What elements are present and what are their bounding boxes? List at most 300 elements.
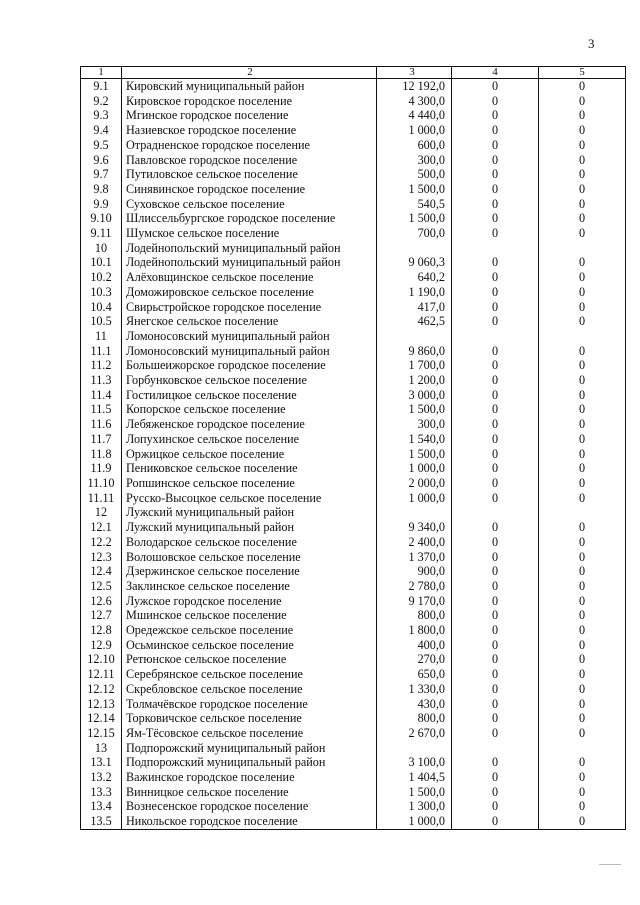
row-col5 xyxy=(539,329,626,344)
row-amount: 1 200,0 xyxy=(377,373,452,388)
row-amount: 9 860,0 xyxy=(377,344,452,359)
row-name: Лужский муниципальный район xyxy=(122,520,377,535)
row-amount: 9 340,0 xyxy=(377,520,452,535)
table-row xyxy=(81,608,626,623)
table-row xyxy=(81,388,626,403)
row-amount: 1 190,0 xyxy=(377,285,452,300)
row-col5: 0 xyxy=(539,770,626,785)
row-number: 13 xyxy=(81,741,122,756)
row-number: 12.12 xyxy=(81,682,122,697)
table-row xyxy=(81,432,626,447)
row-col5: 0 xyxy=(539,358,626,373)
row-name: Мгинское городское поселение xyxy=(122,108,377,123)
table-row xyxy=(81,594,626,609)
row-col4: 0 xyxy=(452,270,539,285)
row-name: Подпорожский муниципальный район xyxy=(122,741,377,756)
row-col4: 0 xyxy=(452,711,539,726)
row-col5 xyxy=(539,741,626,756)
row-amount xyxy=(377,741,452,756)
header-col-4: 4 xyxy=(452,67,539,79)
row-name: Русско-Высоцкое сельское поселение xyxy=(122,491,377,506)
row-col4: 0 xyxy=(452,167,539,182)
allocation-table xyxy=(80,66,626,830)
table-row xyxy=(81,241,626,256)
row-name: Вознесенское городское поселение xyxy=(122,799,377,814)
table-row xyxy=(81,711,626,726)
row-col5: 0 xyxy=(539,123,626,138)
row-col5: 0 xyxy=(539,182,626,197)
row-col5: 0 xyxy=(539,211,626,226)
row-name: Пениковское сельское поселение xyxy=(122,461,377,476)
row-col5: 0 xyxy=(539,535,626,550)
table-row xyxy=(81,226,626,241)
row-amount xyxy=(377,329,452,344)
row-col4: 0 xyxy=(452,770,539,785)
row-name: Большеижорское городское поселение xyxy=(122,358,377,373)
row-amount: 3 000,0 xyxy=(377,388,452,403)
row-name: Оржицкое сельское поселение xyxy=(122,447,377,462)
table-row xyxy=(81,329,626,344)
row-number: 11.9 xyxy=(81,461,122,476)
row-name: Янегское сельское поселение xyxy=(122,314,377,329)
row-name: Ропшинское сельское поселение xyxy=(122,476,377,491)
row-col5: 0 xyxy=(539,638,626,653)
row-number: 12.15 xyxy=(81,726,122,741)
row-amount: 300,0 xyxy=(377,153,452,168)
row-name: Винницкое сельское поселение xyxy=(122,785,377,800)
header-col-3: 3 xyxy=(377,67,452,79)
row-col5: 0 xyxy=(539,682,626,697)
table-row xyxy=(81,535,626,550)
table-row xyxy=(81,402,626,417)
row-name: Алёховщинское сельское поселение xyxy=(122,270,377,285)
row-number: 9.3 xyxy=(81,108,122,123)
row-number: 12.11 xyxy=(81,667,122,682)
row-amount: 300,0 xyxy=(377,417,452,432)
row-col4: 0 xyxy=(452,682,539,697)
row-amount: 1 500,0 xyxy=(377,447,452,462)
row-col5: 0 xyxy=(539,138,626,153)
row-col4: 0 xyxy=(452,388,539,403)
row-number: 9.11 xyxy=(81,226,122,241)
row-number: 11 xyxy=(81,329,122,344)
scan-artifact-line xyxy=(599,864,621,865)
row-col5: 0 xyxy=(539,373,626,388)
row-amount: 800,0 xyxy=(377,711,452,726)
row-col4: 0 xyxy=(452,211,539,226)
row-col5: 0 xyxy=(539,388,626,403)
row-number: 10 xyxy=(81,241,122,256)
row-name: Важинское городское поселение xyxy=(122,770,377,785)
table-row xyxy=(81,652,626,667)
row-number: 11.5 xyxy=(81,402,122,417)
row-col5: 0 xyxy=(539,447,626,462)
row-name: Дзержинское сельское поселение xyxy=(122,564,377,579)
row-col5: 0 xyxy=(539,726,626,741)
row-col5: 0 xyxy=(539,799,626,814)
row-col4: 0 xyxy=(452,726,539,741)
row-number: 10.4 xyxy=(81,300,122,315)
row-col5: 0 xyxy=(539,197,626,212)
row-number: 9.8 xyxy=(81,182,122,197)
row-col4 xyxy=(452,741,539,756)
row-col4: 0 xyxy=(452,285,539,300)
row-col4: 0 xyxy=(452,123,539,138)
row-amount: 640,2 xyxy=(377,270,452,285)
row-col4: 0 xyxy=(452,358,539,373)
table-row xyxy=(81,300,626,315)
row-name: Путиловское сельское поселение xyxy=(122,167,377,182)
row-number: 12.9 xyxy=(81,638,122,653)
row-number: 10.1 xyxy=(81,255,122,270)
row-col4: 0 xyxy=(452,652,539,667)
row-col5: 0 xyxy=(539,314,626,329)
row-col5: 0 xyxy=(539,285,626,300)
table-row xyxy=(81,285,626,300)
row-amount: 270,0 xyxy=(377,652,452,667)
row-number: 10.2 xyxy=(81,270,122,285)
row-number: 11.4 xyxy=(81,388,122,403)
row-col4: 0 xyxy=(452,638,539,653)
row-col4: 0 xyxy=(452,564,539,579)
row-col5: 0 xyxy=(539,667,626,682)
row-amount: 462,5 xyxy=(377,314,452,329)
row-number: 11.2 xyxy=(81,358,122,373)
row-col5: 0 xyxy=(539,491,626,506)
row-amount: 1 330,0 xyxy=(377,682,452,697)
row-amount: 12 192,0 xyxy=(377,79,452,94)
row-name: Ломоносовский муниципальный район xyxy=(122,329,377,344)
row-number: 9.1 xyxy=(81,79,122,94)
row-col5: 0 xyxy=(539,417,626,432)
row-number: 12.3 xyxy=(81,550,122,565)
row-col4: 0 xyxy=(452,373,539,388)
row-amount: 1 300,0 xyxy=(377,799,452,814)
row-amount: 1 000,0 xyxy=(377,123,452,138)
row-col5 xyxy=(539,241,626,256)
row-col4: 0 xyxy=(452,432,539,447)
row-number: 9.5 xyxy=(81,138,122,153)
row-name: Синявинское городское поселение xyxy=(122,182,377,197)
row-col5: 0 xyxy=(539,94,626,109)
row-col5: 0 xyxy=(539,652,626,667)
row-col4: 0 xyxy=(452,697,539,712)
row-name: Отрадненское городское поселение xyxy=(122,138,377,153)
table-row xyxy=(81,799,626,814)
row-name: Серебрянское сельское поселение xyxy=(122,667,377,682)
row-name: Лебяженское городское поселение xyxy=(122,417,377,432)
table-row xyxy=(81,447,626,462)
row-col4: 0 xyxy=(452,79,539,94)
row-col5: 0 xyxy=(539,608,626,623)
row-name: Мшинское сельское поселение xyxy=(122,608,377,623)
row-amount: 1 500,0 xyxy=(377,402,452,417)
row-amount: 4 300,0 xyxy=(377,94,452,109)
row-name: Копорское сельское поселение xyxy=(122,402,377,417)
row-col5 xyxy=(539,505,626,520)
row-col4: 0 xyxy=(452,623,539,638)
row-name: Лужский муниципальный район xyxy=(122,505,377,520)
row-col5: 0 xyxy=(539,755,626,770)
row-amount: 1 500,0 xyxy=(377,785,452,800)
row-amount: 1 700,0 xyxy=(377,358,452,373)
row-amount: 900,0 xyxy=(377,564,452,579)
row-amount: 1 500,0 xyxy=(377,182,452,197)
header-col-1: 1 xyxy=(81,67,122,79)
row-amount: 1 000,0 xyxy=(377,814,452,829)
row-number: 10.5 xyxy=(81,314,122,329)
row-col4: 0 xyxy=(452,402,539,417)
row-col5: 0 xyxy=(539,432,626,447)
row-col5: 0 xyxy=(539,270,626,285)
row-number: 11.8 xyxy=(81,447,122,462)
row-col5: 0 xyxy=(539,153,626,168)
row-col5: 0 xyxy=(539,226,626,241)
row-col5: 0 xyxy=(539,167,626,182)
row-number: 11.1 xyxy=(81,344,122,359)
table-row xyxy=(81,579,626,594)
row-amount: 650,0 xyxy=(377,667,452,682)
row-amount: 2 000,0 xyxy=(377,476,452,491)
table-row xyxy=(81,741,626,756)
row-col5: 0 xyxy=(539,255,626,270)
row-amount: 2 670,0 xyxy=(377,726,452,741)
row-amount: 400,0 xyxy=(377,638,452,653)
table-row xyxy=(81,211,626,226)
row-col5: 0 xyxy=(539,785,626,800)
row-number: 12.1 xyxy=(81,520,122,535)
row-amount: 9 170,0 xyxy=(377,594,452,609)
row-name: Лодейнопольский муниципальный район xyxy=(122,255,377,270)
row-amount: 500,0 xyxy=(377,167,452,182)
row-col5: 0 xyxy=(539,623,626,638)
table-row xyxy=(81,770,626,785)
row-name: Толмачёвское городское поселение xyxy=(122,697,377,712)
row-number: 9.4 xyxy=(81,123,122,138)
row-name: Подпорожский муниципальный район xyxy=(122,755,377,770)
row-number: 12.6 xyxy=(81,594,122,609)
table-body xyxy=(81,67,626,830)
row-col4: 0 xyxy=(452,153,539,168)
row-number: 11.6 xyxy=(81,417,122,432)
row-amount: 3 100,0 xyxy=(377,755,452,770)
row-amount: 1 000,0 xyxy=(377,491,452,506)
row-amount: 600,0 xyxy=(377,138,452,153)
row-col4: 0 xyxy=(452,520,539,535)
row-number: 11.7 xyxy=(81,432,122,447)
table-row xyxy=(81,785,626,800)
row-number: 12.4 xyxy=(81,564,122,579)
row-col5: 0 xyxy=(539,594,626,609)
row-name: Торковичское сельское поселение xyxy=(122,711,377,726)
row-col5: 0 xyxy=(539,461,626,476)
table-row xyxy=(81,505,626,520)
row-amount: 1 404,5 xyxy=(377,770,452,785)
row-number: 12.13 xyxy=(81,697,122,712)
row-number: 9.7 xyxy=(81,167,122,182)
row-number: 13.5 xyxy=(81,814,122,829)
row-col5: 0 xyxy=(539,564,626,579)
table-row xyxy=(81,153,626,168)
row-col4: 0 xyxy=(452,255,539,270)
row-col4: 0 xyxy=(452,594,539,609)
table-row xyxy=(81,682,626,697)
table-row xyxy=(81,270,626,285)
row-number: 9.9 xyxy=(81,197,122,212)
row-amount: 1 370,0 xyxy=(377,550,452,565)
row-col4: 0 xyxy=(452,535,539,550)
table-row xyxy=(81,255,626,270)
table-row xyxy=(81,344,626,359)
row-number: 9.2 xyxy=(81,94,122,109)
row-name: Назиевское городское поселение xyxy=(122,123,377,138)
row-name: Шумское сельское поселение xyxy=(122,226,377,241)
table-row xyxy=(81,167,626,182)
table-row xyxy=(81,358,626,373)
table-row xyxy=(81,697,626,712)
row-name: Оредежское сельское поселение xyxy=(122,623,377,638)
page-number: 3 xyxy=(588,36,595,51)
row-col4: 0 xyxy=(452,314,539,329)
row-col5: 0 xyxy=(539,711,626,726)
row-number: 9.10 xyxy=(81,211,122,226)
table-row xyxy=(81,550,626,565)
table-row xyxy=(81,564,626,579)
row-number: 13.2 xyxy=(81,770,122,785)
row-amount: 4 440,0 xyxy=(377,108,452,123)
table-row xyxy=(81,373,626,388)
row-col5: 0 xyxy=(539,79,626,94)
row-amount: 1 000,0 xyxy=(377,461,452,476)
table-row xyxy=(81,491,626,506)
table-row xyxy=(81,726,626,741)
row-col4: 0 xyxy=(452,476,539,491)
row-col5: 0 xyxy=(539,108,626,123)
table-row xyxy=(81,461,626,476)
row-name: Доможировское сельское поселение xyxy=(122,285,377,300)
table-row xyxy=(81,417,626,432)
row-number: 13.3 xyxy=(81,785,122,800)
table-row xyxy=(81,94,626,109)
row-col4: 0 xyxy=(452,608,539,623)
row-number: 12.10 xyxy=(81,652,122,667)
row-col4 xyxy=(452,505,539,520)
row-col4: 0 xyxy=(452,461,539,476)
row-col5: 0 xyxy=(539,520,626,535)
table-row xyxy=(81,108,626,123)
row-number: 12 xyxy=(81,505,122,520)
row-amount: 1 500,0 xyxy=(377,211,452,226)
row-col4: 0 xyxy=(452,182,539,197)
row-number: 13.1 xyxy=(81,755,122,770)
table-row xyxy=(81,476,626,491)
row-col5: 0 xyxy=(539,344,626,359)
row-amount: 1 800,0 xyxy=(377,623,452,638)
table-row xyxy=(81,197,626,212)
row-col4: 0 xyxy=(452,755,539,770)
row-number: 10.3 xyxy=(81,285,122,300)
row-col4: 0 xyxy=(452,138,539,153)
row-name: Скребловское сельское поселение xyxy=(122,682,377,697)
row-amount: 700,0 xyxy=(377,226,452,241)
row-name: Володарское сельское поселение xyxy=(122,535,377,550)
row-col4: 0 xyxy=(452,785,539,800)
table-row xyxy=(81,755,626,770)
table-row xyxy=(81,79,626,94)
table-row xyxy=(81,520,626,535)
row-name: Кировский муниципальный район xyxy=(122,79,377,94)
table-header-row xyxy=(81,67,626,79)
row-col4: 0 xyxy=(452,108,539,123)
row-col4: 0 xyxy=(452,447,539,462)
row-col4: 0 xyxy=(452,799,539,814)
row-name: Заклинское сельское поселение xyxy=(122,579,377,594)
row-amount: 417,0 xyxy=(377,300,452,315)
row-col4: 0 xyxy=(452,417,539,432)
row-number: 11.10 xyxy=(81,476,122,491)
header-col-2: 2 xyxy=(122,67,377,79)
row-number: 12.2 xyxy=(81,535,122,550)
row-name: Осьминское сельское поселение xyxy=(122,638,377,653)
row-col5: 0 xyxy=(539,476,626,491)
table-row xyxy=(81,814,626,829)
row-name: Ретюнское сельское поселение xyxy=(122,652,377,667)
table-row xyxy=(81,138,626,153)
row-amount: 800,0 xyxy=(377,608,452,623)
row-name: Кировское городское поселение xyxy=(122,94,377,109)
row-col4 xyxy=(452,241,539,256)
row-name: Павловское городское поселение xyxy=(122,153,377,168)
table-row xyxy=(81,314,626,329)
row-col4: 0 xyxy=(452,344,539,359)
row-number: 11.3 xyxy=(81,373,122,388)
table-row xyxy=(81,638,626,653)
row-amount xyxy=(377,505,452,520)
row-col5: 0 xyxy=(539,402,626,417)
row-number: 11.11 xyxy=(81,491,122,506)
row-col5: 0 xyxy=(539,550,626,565)
row-col4: 0 xyxy=(452,300,539,315)
table-row xyxy=(81,123,626,138)
row-number: 12.5 xyxy=(81,579,122,594)
row-col5: 0 xyxy=(539,300,626,315)
row-col4 xyxy=(452,329,539,344)
row-amount: 9 060,3 xyxy=(377,255,452,270)
table-row xyxy=(81,623,626,638)
row-name: Горбунковское сельское поселение xyxy=(122,373,377,388)
row-col4: 0 xyxy=(452,94,539,109)
row-number: 12.8 xyxy=(81,623,122,638)
row-col4: 0 xyxy=(452,579,539,594)
row-name: Никольское городское поселение xyxy=(122,814,377,829)
row-amount: 2 780,0 xyxy=(377,579,452,594)
row-name: Лодейнопольский муниципальный район xyxy=(122,241,377,256)
row-col4: 0 xyxy=(452,667,539,682)
row-number: 12.14 xyxy=(81,711,122,726)
row-name: Ломоносовский муниципальный район xyxy=(122,344,377,359)
row-name: Суховское сельское поселение xyxy=(122,197,377,212)
row-col4: 0 xyxy=(452,814,539,829)
row-name: Свирьстройское городское поселение xyxy=(122,300,377,315)
row-col4: 0 xyxy=(452,491,539,506)
row-col4: 0 xyxy=(452,550,539,565)
row-col5: 0 xyxy=(539,579,626,594)
row-number: 9.6 xyxy=(81,153,122,168)
row-name: Гостилицкое сельское поселение xyxy=(122,388,377,403)
row-amount: 430,0 xyxy=(377,697,452,712)
row-amount: 540,5 xyxy=(377,197,452,212)
row-name: Лужское городское поселение xyxy=(122,594,377,609)
